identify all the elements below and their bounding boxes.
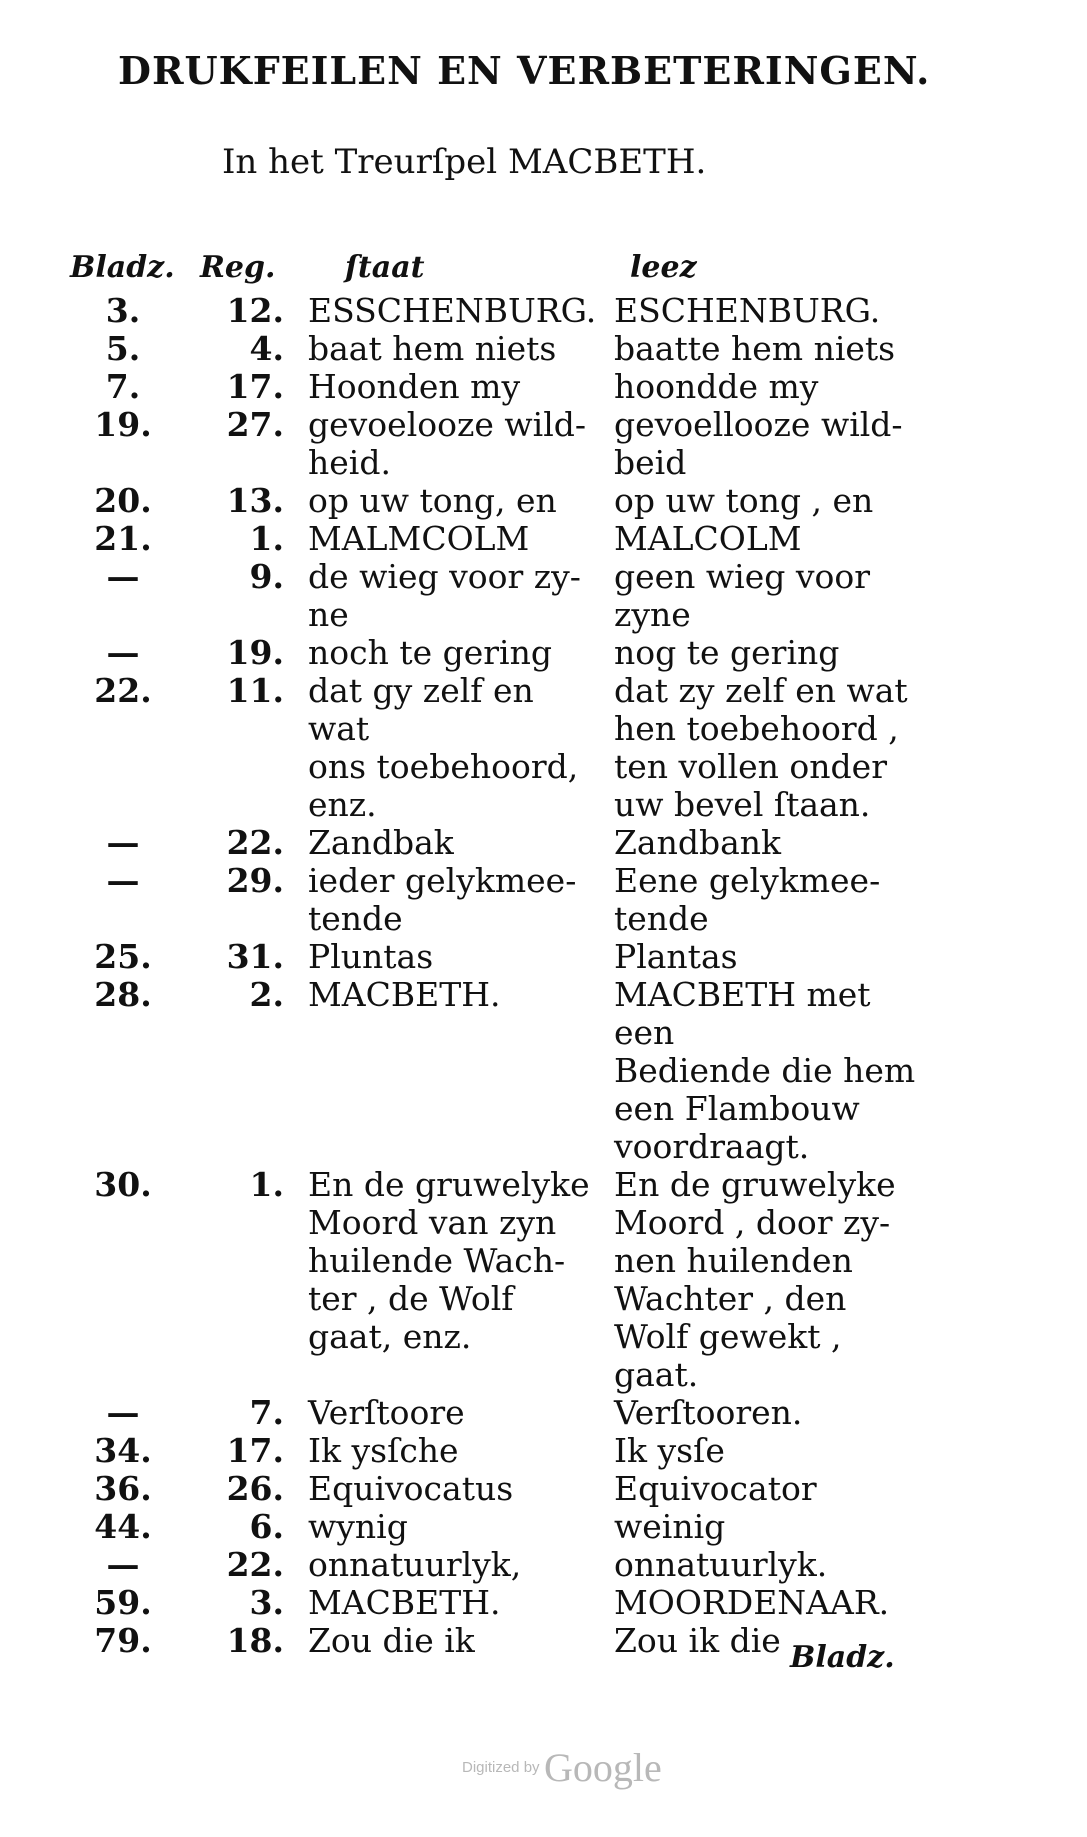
errata-wrong-text: wynig: [308, 1507, 408, 1546]
errata-line-number: 27.: [226, 405, 284, 444]
errata-correct-text: Zandbank: [614, 823, 782, 862]
errata-line-number: 9.: [249, 557, 284, 596]
page-title: DRUKFEILEN EN VERBETERINGEN.: [118, 48, 931, 93]
errata-line-number: 31.: [226, 937, 284, 976]
errata-correct-text: Verſtooren.: [614, 1393, 803, 1432]
errata-page-number: 7.: [105, 367, 141, 406]
errata-wrong-text: gevoelooze wild- heid.: [308, 405, 587, 482]
errata-correct-text: En de gruwelyke Moord , door zy- nen huilenden Wachter , den Wolf gewekt , gaat.: [614, 1165, 896, 1394]
errata-page-number: 20.: [94, 481, 152, 520]
errata-row: [68, 824, 918, 862]
errata-page-number: —: [106, 557, 140, 596]
errata-line-number: 22.: [226, 1545, 284, 1584]
errata-wrong-text: op uw tong, en: [308, 481, 557, 520]
errata-page-number: 79.: [94, 1621, 152, 1660]
errata-wrong-text: MALMCOLM: [308, 519, 530, 558]
errata-row: [68, 1546, 918, 1584]
errata-line-number: 22.: [226, 823, 284, 862]
errata-correct-text: Eene gelykmee- tende: [614, 861, 881, 938]
errata-row: [68, 976, 918, 1166]
errata-wrong-text: Zandbak: [308, 823, 454, 862]
errata-wrong-text: En de gruwelyke Moord van zyn huilende Wach- ter , de Wolf gaat, enz.: [308, 1165, 590, 1356]
column-header-staat: ſtaat: [345, 250, 425, 285]
errata-page-number: 19.: [94, 405, 152, 444]
errata-wrong-text: onnatuurlyk,: [308, 1545, 522, 1584]
errata-line-number: 17.: [226, 1431, 284, 1470]
errata-row: [68, 558, 918, 634]
errata-line-number: 2.: [249, 975, 284, 1014]
errata-row: [68, 330, 918, 368]
errata-wrong-text: ieder gelykmee- tende: [308, 861, 577, 938]
errata-line-number: 1.: [249, 1165, 284, 1204]
errata-wrong-text: baat hem niets: [308, 329, 557, 368]
errata-wrong-text: dat gy zelf en wat ons toebehoord, enz.: [308, 671, 579, 824]
errata-wrong-text: Ik ysſche: [308, 1431, 459, 1470]
errata-page-number: 22.: [94, 671, 152, 710]
errata-row: [68, 1584, 918, 1622]
errata-wrong-text: noch te gering: [308, 633, 552, 672]
errata-row: [68, 406, 918, 482]
errata-line-number: 17.: [226, 367, 284, 406]
errata-correct-text: Equivocator: [614, 1469, 817, 1508]
errata-wrong-text: MACBETH.: [308, 1583, 501, 1622]
errata-row: [68, 1508, 918, 1546]
errata-correct-text: weinig: [614, 1507, 726, 1546]
errata-line-number: 26.: [226, 1469, 284, 1508]
errata-page-number: —: [106, 861, 140, 900]
errata-correct-text: Ik ysſe: [614, 1431, 725, 1470]
errata-correct-text: hoondde my: [614, 367, 819, 406]
errata-table: [68, 292, 918, 1660]
errata-page-number: 28.: [94, 975, 152, 1014]
errata-row: [68, 292, 918, 330]
google-logo: Google: [544, 1745, 662, 1790]
errata-row: [68, 1394, 918, 1432]
errata-page-number: 59.: [94, 1583, 152, 1622]
errata-correct-text: nog te gering: [614, 633, 840, 672]
errata-wrong-text: Verſtoore: [308, 1393, 465, 1432]
errata-correct-text: Zou ik die: [614, 1621, 781, 1660]
errata-row: [68, 520, 918, 558]
page-subtitle: In het Treurſpel MACBETH.: [222, 142, 707, 182]
errata-correct-text: MALCOLM: [614, 519, 802, 558]
column-header-lees: leez: [630, 250, 697, 285]
errata-correct-text: geen wieg voor zyne: [614, 557, 871, 634]
errata-wrong-text: de wieg voor zy- ne: [308, 557, 581, 634]
errata-page-number: 5.: [105, 329, 141, 368]
errata-row: [68, 368, 918, 406]
errata-row: [68, 1166, 918, 1394]
errata-correct-text: dat zy zelf en wat hen toebehoord , ten vollen onder uw bevel ſtaan.: [614, 671, 908, 824]
column-header-line: Reg.: [200, 250, 276, 285]
errata-wrong-text: Hoonden my: [308, 367, 521, 406]
errata-page-number: 21.: [94, 519, 152, 558]
errata-page-number: 30.: [94, 1165, 152, 1204]
errata-line-number: 12.: [226, 291, 284, 330]
errata-line-number: 7.: [249, 1393, 284, 1432]
errata-wrong-text: Pluntas: [308, 937, 434, 976]
errata-row: [68, 938, 918, 976]
errata-wrong-text: MACBETH.: [308, 975, 501, 1014]
errata-line-number: 3.: [249, 1583, 284, 1622]
errata-correct-text: gevoellooze wild- beid: [614, 405, 903, 482]
errata-line-number: 1.: [249, 519, 284, 558]
errata-wrong-text: Equivocatus: [308, 1469, 514, 1508]
digitized-watermark: [462, 1744, 662, 1791]
errata-correct-text: ESCHENBURG.: [614, 291, 881, 330]
errata-row: [68, 482, 918, 520]
errata-row: [68, 1432, 918, 1470]
errata-page-number: —: [106, 1545, 140, 1584]
errata-page-number: —: [106, 823, 140, 862]
errata-wrong-text: Zou die ik: [308, 1621, 475, 1660]
errata-row: [68, 634, 918, 672]
errata-page-number: 44.: [94, 1507, 152, 1546]
errata-line-number: 19.: [226, 633, 284, 672]
errata-page-number: 34.: [94, 1431, 152, 1470]
errata-line-number: 29.: [226, 861, 284, 900]
errata-page-number: —: [106, 633, 140, 672]
errata-page-number: 3.: [105, 291, 141, 330]
errata-correct-text: Plantas: [614, 937, 738, 976]
errata-line-number: 18.: [226, 1621, 284, 1660]
errata-correct-text: op uw tong , en: [614, 481, 874, 520]
errata-page-number: 36.: [94, 1469, 152, 1508]
errata-row: [68, 862, 918, 938]
errata-wrong-text: ESSCHENBURG.: [308, 291, 597, 330]
errata-row: [68, 672, 918, 824]
errata-page-number: 25.: [94, 937, 152, 976]
catchword: Bladz.: [790, 1640, 895, 1675]
errata-line-number: 6.: [249, 1507, 284, 1546]
errata-line-number: 11.: [226, 671, 284, 710]
errata-line-number: 4.: [249, 329, 284, 368]
errata-correct-text: MACBETH met een Bediende die hem een Flambouw voordraagt.: [614, 975, 916, 1166]
column-header-page: Bladz.: [70, 250, 175, 285]
errata-correct-text: MOORDENAAR.: [614, 1583, 890, 1622]
watermark-prefix: Digitized by: [462, 1759, 540, 1776]
errata-line-number: 13.: [226, 481, 284, 520]
errata-correct-text: baatte hem niets: [614, 329, 896, 368]
errata-page-number: —: [106, 1393, 140, 1432]
errata-row: [68, 1470, 918, 1508]
errata-correct-text: onnatuurlyk.: [614, 1545, 828, 1584]
